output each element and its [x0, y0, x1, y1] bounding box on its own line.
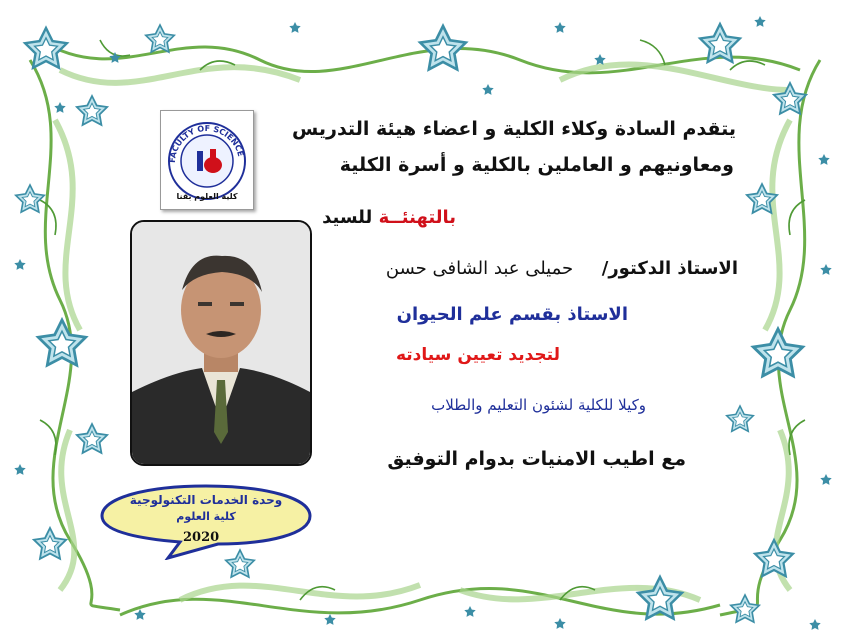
- tech-unit-text: [98, 493, 314, 523]
- occasion-line: لتجديد تعيين سيادته: [395, 345, 560, 365]
- honoree-title: الاستاذ الدكتور/: [601, 258, 738, 279]
- logo-caption: كلية العلوم بقنا: [176, 192, 238, 201]
- congratulation-heading: [322, 207, 456, 228]
- logo-arc-text: FACULTY OF SCIENCE: [167, 123, 246, 164]
- to-mister-word: للسيد: [322, 207, 373, 228]
- line-deans-and-faculty: يتقدم السادة وكلاء الكلية و اعضاء هيئة التدريس: [292, 118, 736, 140]
- department-line: الاستاذ بقسم علم الحيوان: [396, 304, 628, 325]
- tech-unit-name: وحدة الخدمات التكنولوجية: [129, 493, 283, 507]
- congrats-word: بالتهنئــة: [378, 207, 456, 228]
- line-staff-and-family: ومعاونيهم و العاملين بالكلية و أسرة الكلية: [339, 154, 734, 176]
- position-line: وكيلا للكلية لشئون التعليم والطلاب: [431, 396, 646, 414]
- wishes-line: مع اطيب الامنيات بدوام التوفيق: [387, 448, 686, 470]
- tech-unit-faculty: كلية العلوم: [176, 510, 236, 523]
- faculty-logo: [160, 110, 254, 210]
- honoree-line: [386, 258, 738, 279]
- portrait-photo: [130, 220, 312, 466]
- tech-unit-year: 2020: [183, 530, 220, 545]
- honoree-name: حميلى عبد الشافى حسن: [385, 258, 574, 279]
